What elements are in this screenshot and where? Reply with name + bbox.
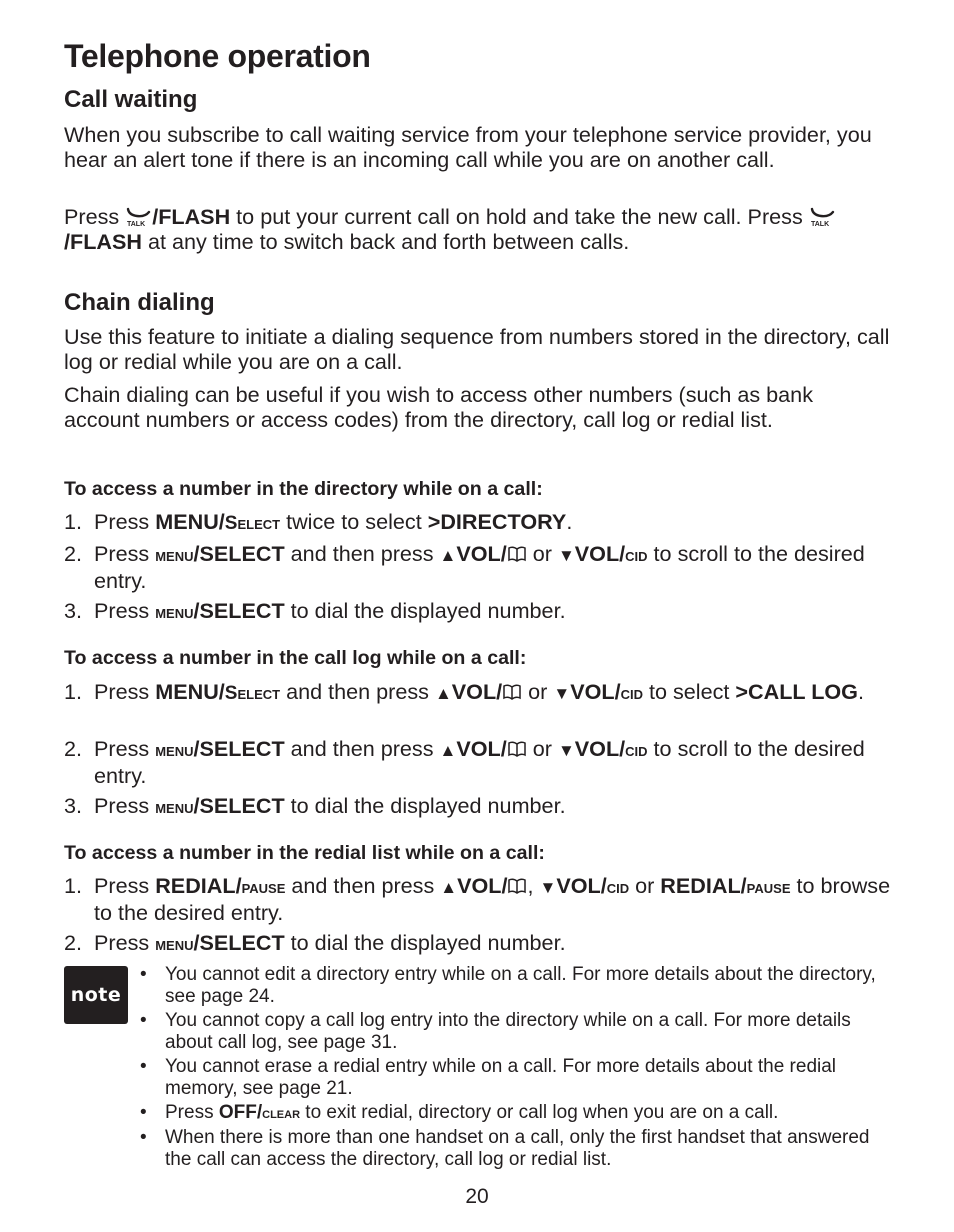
volume-down-triangle-icon: ▼ [539,878,557,897]
volume-down-triangle-icon: ▼ [553,684,571,703]
call-waiting-para2: Press TALK /FLASH to put your current call on hold and take the new call. Press TALK /FLASH at any time to switch back and forth between calls. [64,204,894,254]
note-list [140,964,880,1173]
volume-up-triangle-icon: ▲ [434,684,452,703]
note-item: • You cannot copy a call log entry into the directory while on a call. For more details about call log, see page 31. [140,1010,880,1054]
svg-text:TALK: TALK [127,221,146,228]
list-item: 2. Press menu/SELECT to dial the displayed number. [64,930,566,955]
list-item: 3. Press menu/SELECT to dial the displayed number. [64,793,566,818]
list-item: 1. Press MENU/Select and then press ▲VOL/ or ▼VOL/cid to select >CALL LOG. [64,679,864,704]
page-title: Telephone operation [64,38,371,74]
chain-dialing-heading: Chain dialing [64,289,215,316]
volume-up-triangle-icon: ▲ [440,878,458,897]
directory-book-icon [507,738,527,756]
svg-text:TALK: TALK [810,221,829,228]
note-item: • Press OFF/clear to exit redial, directory or call log when you are on a call. [140,1102,880,1125]
list-item: 3. Press menu/SELECT to dial the displayed number. [64,598,566,623]
list-item: 2. Press menu/SELECT and then press ▲VOL/ or ▼VOL/cid to scroll to the desired entry. [64,541,865,593]
note-item: • You cannot edit a directory entry while on a call. For more details about the directory, see page 24. [140,964,880,1008]
redial-subheading: To access a number in the redial list while on a call: [64,842,545,864]
directory-subheading: To access a number in the directory while on a call: [64,478,543,500]
volume-up-triangle-icon: ▲ [439,546,457,565]
call-log-subheading: To access a number in the call log while on a call: [64,647,527,669]
list-item: 2. Press menu/SELECT and then press ▲VOL/ or ▼VOL/cid to scroll to the desired entry. [64,736,865,788]
volume-up-triangle-icon: ▲ [439,741,457,760]
list-item: 1. Press REDIAL/pause and then press ▲VOL/ , ▼VOL/cid or REDIAL/pause to browse to the desired entry. [64,873,891,925]
volume-down-triangle-icon: ▼ [557,546,575,565]
talk-icon [125,206,152,228]
note-item: • When there is more than one handset on a call, only the first handset that answered the call can access the directory, call log or redial list. [140,1127,880,1171]
chain-dialing-para1: Use this feature to initiate a dialing sequence from numbers stored in the directory, call log or redial while you are on a call. [64,324,890,374]
call-waiting-heading: Call waiting [64,86,198,113]
page-number: 20 [465,1185,489,1208]
chain-dialing-para2: Chain dialing can be useful if you wish to access other numbers (such as bank account numbers or access codes) from the directory, call log or redial list. [64,382,813,432]
talk-icon [809,206,836,228]
directory-book-icon [507,543,527,561]
note-badge: note [64,966,128,1024]
call-waiting-para1: When you subscribe to call waiting service from your telephone service provider, you hear an alert tone if there is an incoming call while you are on another call. [64,122,872,172]
note-item: • You cannot erase a redial entry while on a call. For more details about the redial memory, see page 21. [140,1056,880,1100]
directory-book-icon [507,875,527,893]
volume-down-triangle-icon: ▼ [557,741,575,760]
list-item: 1. Press MENU/Select twice to select >DIRECTORY. [64,509,573,534]
directory-book-icon [502,681,522,699]
